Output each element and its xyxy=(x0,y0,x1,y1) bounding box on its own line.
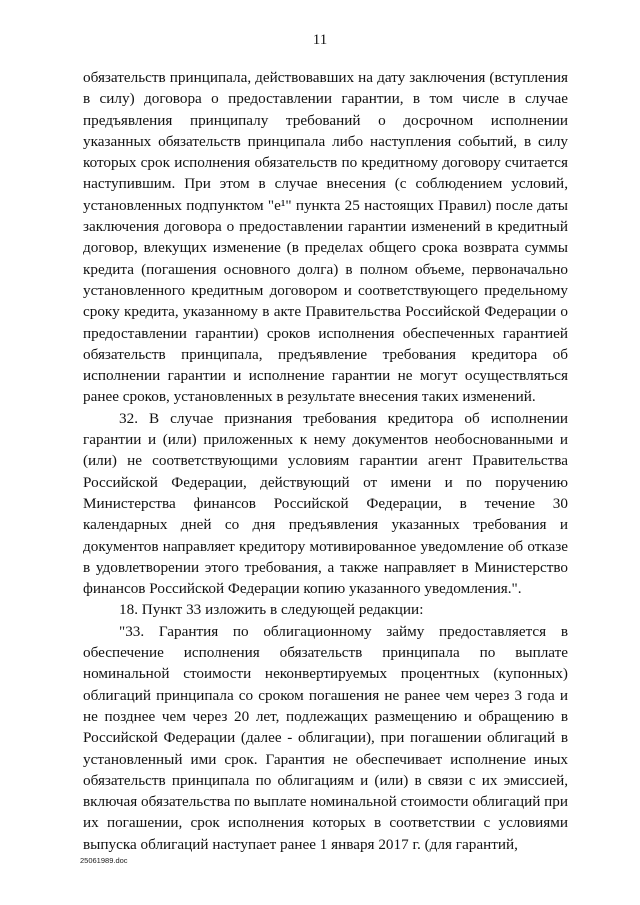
paragraph-item-18: 18. Пункт 33 изложить в следующей редакции: xyxy=(119,601,424,619)
paragraph-continuation: обязательств принципала, действовавших на дату заключения (вступления в силу) договора о предоставлении гарантии, в том числе в случае предъявления принципалу требований о досрочном исполнении указанных обязательств принципала либо наступления событий, в силу которых срок исполнения обязательств по кредитному договору считается наступившим. При этом в случае внесения (с соблюдением условий, установленных подпунктом "е¹" пункта 25 настоящих Правил) после даты заключения договора о предоставлении гарантии изменений в кредитный договор, влекущих изменение (в пределах общего срока возврата суммы кредита (погашения основного долга) в полном объеме, первоначально установленного кредитным договором и соответствующего предельному сроку кредита, указанному в акте Правительства Российской Федерации о предоставлении гарантии) сроков исполнения обеспеченных гарантией обязательств принципала, предъявление требования кредитора об исполнении гарантии и исполнение гарантии не могут осуществляться ранее сроков, установленных в результате внесения таких изменений. xyxy=(83,69,568,406)
document-body xyxy=(83,67,568,855)
paragraph-33: "33. Гарантия по облигационному займу предоставляется в обеспечение исполнения обязательств принципала по выплате номинальной стоимости неконвертируемых процентных (купонных) облигаций принципала со сроком погашения не ранее чем через 3 года и не позднее чем через 20 лет, подлежащих размещению и обращению в Российской Федерации (далее - облигации), при погашении облигаций в установленный ими срок. Гарантия не обеспечивает исполнение иных обязательств принципала по облигациям и (или) в связи с их эмиссией, включая обязательства по выплате номинальной стоимости облигаций при их погашении, срок исполнения которых в соответствии с условиями выпуска облигаций наступает ранее 1 января 2017 г. (для гарантий, xyxy=(83,622,568,853)
page-number: 11 xyxy=(312,32,328,48)
footer-filename: 25061989.doc xyxy=(80,856,128,865)
paragraph-32: 32. В случае признания требования кредитора об исполнении гарантии и (или) приложенных к нему документов необоснованными и (или) не соответствующими условиям гарантии агент Правительства Российской Федерации, действующий от имени и по поручению Министерства финансов Российской Федерации, в течение 30 календарных дней со дня предъявления указанных требования и документов направляет кредитору мотивированное уведомление об отказе в удовлетворении этого требования, а также направляет в Министерство финансов Российской Федерации копию указанного уведомления.". xyxy=(83,409,568,598)
